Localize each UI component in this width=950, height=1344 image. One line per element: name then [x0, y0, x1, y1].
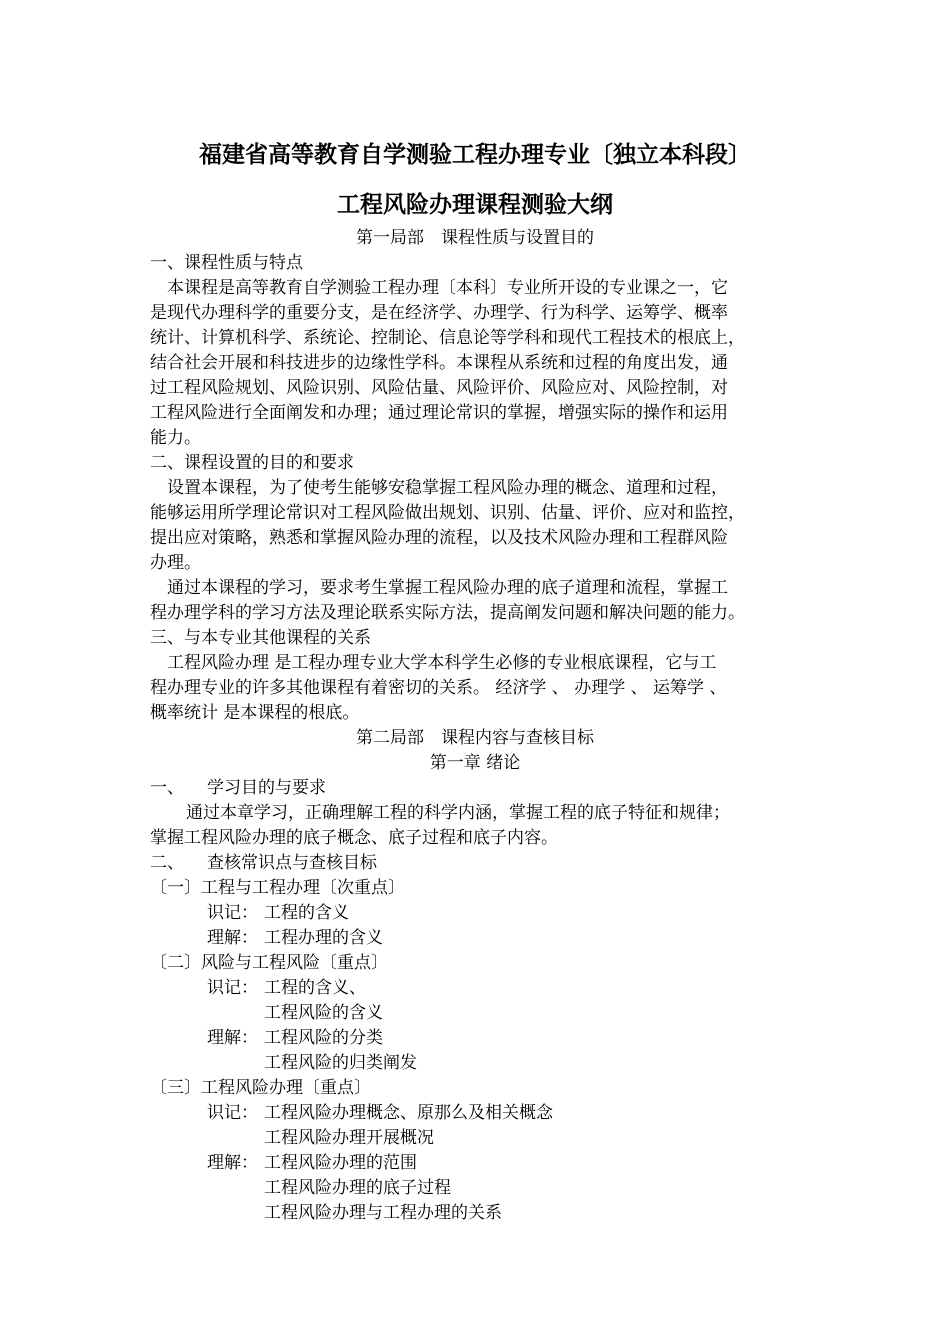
- understand-label: 理解：: [207, 1028, 258, 1048]
- item2-title: 查核常识点与查核目标: [207, 853, 377, 873]
- paragraph-line: 办理。: [150, 553, 201, 573]
- section3-heading: 三、与本专业其他课程的关系: [150, 628, 371, 648]
- paragraph-line: 能力。: [150, 428, 201, 448]
- section2-heading: 二、课程设置的目的和要求: [150, 453, 354, 473]
- item1-title: 学习目的与要求: [207, 778, 326, 798]
- paragraph-line: 概率统计 是本课程的根底。: [150, 703, 360, 723]
- document-subtitle: 工程风险办理课程测验大纲: [337, 192, 613, 218]
- recall-label: 识记：: [207, 903, 258, 923]
- paragraph-line: 统计、计算机科学、系统论、控制论、信息论等学科和现代工程技术的根底上，: [150, 328, 745, 348]
- understand-label: 理解：: [207, 1153, 258, 1173]
- document-title: 福建省高等教育自学测验工程办理专业〔独立本科段〕: [199, 142, 751, 168]
- paragraph-line: 设置本课程，为了使考生能够安稳掌握工程风险办理的概念、道理和过程，: [167, 478, 728, 498]
- recall-item: 工程的含义、: [264, 978, 366, 998]
- understand-item: 工程办理的含义: [264, 928, 383, 948]
- recall-label: 识记：: [207, 978, 258, 998]
- paragraph-line: 通过本课程的学习，要求考生掌握工程风险办理的底子道理和流程，掌握工: [167, 578, 728, 598]
- paragraph-line: 工程风险办理 是工程办理专业大学本科学生必修的专业根底课程，它与工: [167, 653, 717, 673]
- paragraph-line: 结合社会开展和科技进步的边缘性学科。本课程从系统和过程的角度出发，通: [150, 353, 728, 373]
- paragraph-line: 通过本章学习，正确理解工程的科学内涵，掌握工程的底子特征和规律；: [186, 803, 730, 823]
- paragraph-line: 程办理学科的学习方法及理论联系实际方法，提高阐发问题和解决问题的能力。: [150, 603, 745, 623]
- recall-item: 工程风险办理开展概况: [264, 1128, 434, 1148]
- paragraph-line: 程办理专业的许多其他课程有着密切的关系。 经济学 、 办理学 、 运筹学 、: [150, 678, 727, 698]
- subsection2-heading: 〔二〕风险与工程风险〔重点〕: [150, 953, 388, 973]
- paragraph-line: 提出应对策略，熟悉和掌握风险办理的流程，以及技术风险办理和工程群风险: [150, 528, 728, 548]
- item1-number: 一、: [150, 778, 184, 798]
- understand-item: 工程风险的归类阐发: [264, 1053, 417, 1073]
- recall-item: 工程风险的含义: [264, 1003, 383, 1023]
- subsection3-heading: 〔三〕工程风险办理〔重点〕: [150, 1078, 371, 1098]
- understand-item: 工程风险的分类: [264, 1028, 383, 1048]
- subsection1-heading: 〔一〕工程与工程办理〔次重点〕: [150, 878, 405, 898]
- understand-item: 工程风险办理的底子过程: [264, 1178, 451, 1198]
- understand-label: 理解：: [207, 928, 258, 948]
- paragraph-line: 掌握工程风险办理的底子概念、底子过程和底子内容。: [150, 828, 558, 848]
- paragraph-line: 本课程是高等教育自学测验工程办理〔本科〕专业所开设的专业课之一，它: [167, 278, 728, 298]
- recall-item: 工程的含义: [264, 903, 349, 923]
- chapter1-heading: 第一章 绪论: [429, 753, 521, 773]
- understand-item: 工程风险办理与工程办理的关系: [264, 1203, 502, 1223]
- part2-heading: 第二局部 课程内容与查核目标: [356, 728, 594, 748]
- paragraph-line: 是现代办理科学的重要分支，是在经济学、办理学、行为科学、运筹学、概率: [150, 303, 728, 323]
- paragraph-line: 能够运用所学理论常识对工程风险做出规划、识别、估量、评价、应对和监控，: [150, 503, 745, 523]
- recall-label: 识记：: [207, 1103, 258, 1123]
- recall-item: 工程风险办理概念、原那么及相关概念: [264, 1103, 553, 1123]
- section1-heading: 一、课程性质与特点: [150, 253, 303, 273]
- paragraph-line: 工程风险进行全面阐发和办理；通过理论常识的掌握，增强实际的操作和运用: [150, 403, 728, 423]
- paragraph-line: 过工程风险规划、风险识别、风险估量、风险评价、风险应对、风险控制，对: [150, 378, 728, 398]
- part1-heading: 第一局部 课程性质与设置目的: [356, 228, 594, 248]
- item2-number: 二、: [150, 853, 184, 873]
- understand-item: 工程风险办理的范围: [264, 1153, 417, 1173]
